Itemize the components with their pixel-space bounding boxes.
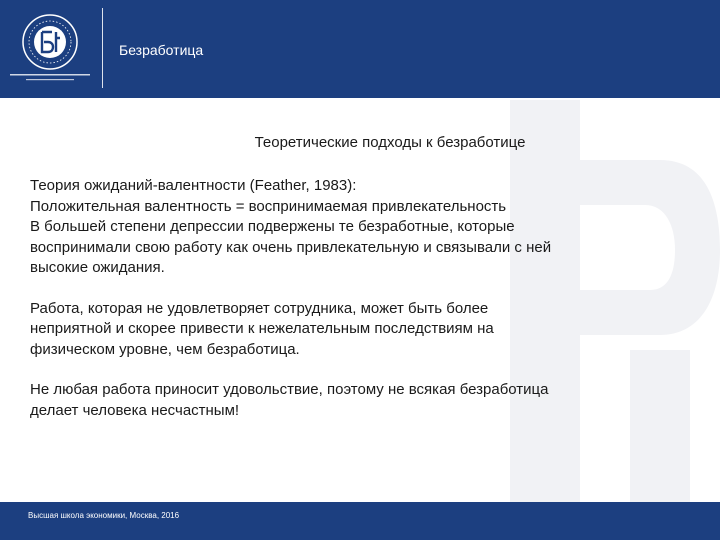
header-title: Безработица (119, 42, 204, 58)
text-line: Работа, которая не удовлетворяет сотрудника, может быть более (30, 299, 489, 317)
text-line: делает человека несчастным! (30, 401, 240, 419)
footer-bar (0, 502, 720, 540)
text-line: В большей степени депрессии подвержены те безработные, которые (30, 218, 515, 235)
text-line: высокие ожидания. (30, 259, 165, 276)
university-logo (8, 8, 92, 92)
paragraph-conclusion (30, 380, 670, 421)
slide-title: Теоретические подходы к безработице (254, 134, 526, 151)
header-divider (102, 8, 103, 88)
paragraph-expectancy-theory (30, 176, 670, 279)
slide-body (30, 176, 670, 441)
text-line: неприятной и скорее привести к нежелательным последствиям на (30, 320, 494, 337)
header-bar (0, 0, 720, 98)
text-line: Теория ожиданий-валентности (Feather, 1983): (30, 177, 357, 194)
text-line: воспринимали свою работу как очень привлекательную и связывали с ней (30, 238, 552, 256)
footer-text: Высшая школа экономики, Москва, 2016 (28, 511, 180, 520)
paragraph-unsatisfying-work (30, 299, 670, 361)
text-line: Положительная валентность = воспринимаемая привлекательность (30, 197, 507, 215)
text-line: физическом уровне, чем безработица. (30, 340, 300, 358)
text-line: Не любая работа приносит удовольствие, поэтому не всякая безработица (30, 381, 549, 398)
